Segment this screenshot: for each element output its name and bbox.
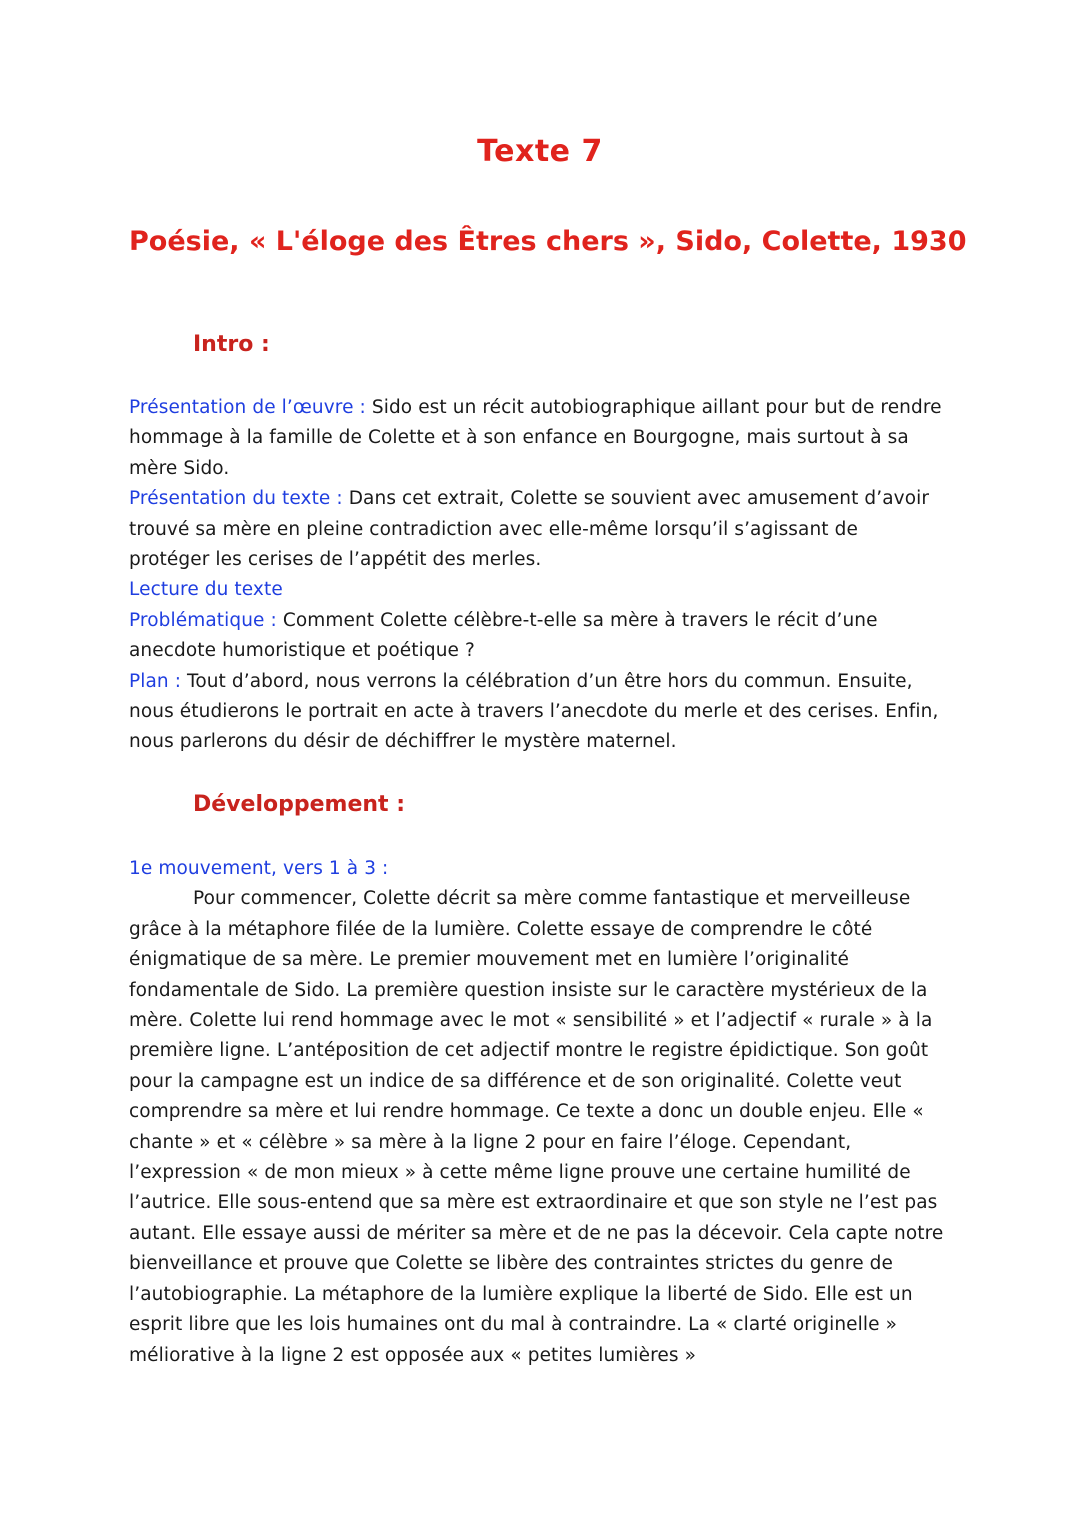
plan-text: Tout d’abord, nous verrons la célébration d’un être hors du commun. Ensuite, nous étudierons le portrait en acte à travers l’anecdote du merle et des cerises. Enfin, nous parlerons du désir de déchiffrer le mystère maternel. (129, 670, 939, 753)
intro-section (129, 393, 944, 758)
presentation-oeuvre-label: Présentation de l’œuvre : (129, 397, 366, 418)
presentation-oeuvre-paragraph (129, 393, 944, 484)
problematique-text: Comment Colette célèbre-t-elle sa mère à travers le récit d’une anecdote humoristique et poétique ? (129, 609, 878, 662)
presentation-texte-label: Présentation du texte : (129, 488, 343, 510)
movement-label: 1e mouvement, vers 1 à 3 : (129, 858, 389, 879)
lecture-paragraph (129, 575, 944, 605)
development-paragraph: Pour commencer, Colette décrit sa mère comme fantastique et merveilleuse grâce à la métaphore filée de la lumière. Colette essaye de comprendre le côté énigmatique de sa mère. Le premier mouvement met en lumière l’originalité fondamentale de Sido. La première question insiste sur le caractère mystérieux de la mère. Colette lui rend hommage avec le mot « sensibilité » et l’adjectif « rurale » à la première ligne. L’antéposition de cet adjectif montre le registre épidictique. Son goût pour la campagne est un indice de sa différence et de son originalité. Colette veut comprendre sa mère et lui rendre hommage. Ce texte a donc un double enjeu. Elle « chante » et « célèbre » sa mère à la ligne 2 pour en faire l’éloge. Cependant, l’expression « de mon mieux » à cette même ligne prouve une certaine humilité de l’autrice. Elle sous-entend que sa mère est extraordinaire et que son style ne l’est pas autant. Elle essaye aussi de mériter sa mère et de ne pas la décevoir. Cela capte notre bienveillance et prouve que Colette se libère des contraintes strictes du genre de l’autobiographie. La métaphore de la lumière explique la liberté de Sido. Elle est un esprit libre que les lois humaines ont du mal à contraindre. La « clarté originelle » méliorative à la ligne 2 est opposée aux « petites lumières » (129, 888, 944, 1366)
lecture-label: Lecture du texte (129, 579, 283, 601)
presentation-texte-text: Dans cet extrait, Colette se souvient avec amusement d’avoir trouvé sa mère en pleine contradiction avec elle-même lorsqu’il s’agissant de protéger les cerises de l’appétit des merles. (129, 488, 930, 571)
problematique-label: Problématique : (129, 609, 277, 631)
problematique-paragraph (129, 606, 944, 667)
plan-paragraph (129, 667, 944, 758)
intro-heading: Intro : (193, 332, 270, 357)
document-subtitle: Poésie, « L'éloge des Êtres chers », Sido, Colette, 1930 (129, 226, 967, 257)
plan-label: Plan : (129, 670, 182, 692)
document-title: Texte 7 (477, 134, 603, 169)
presentation-oeuvre-text: Sido est un récit autobiographique aillant pour but de rendre hommage à la famille de Colette et à son enfance en Bourgogne, mais surtout à sa mère Sido. (129, 397, 942, 479)
movement-label-paragraph (129, 854, 944, 884)
presentation-texte-paragraph (129, 484, 944, 575)
development-heading: Développement : (193, 792, 405, 817)
development-section (129, 854, 944, 1371)
